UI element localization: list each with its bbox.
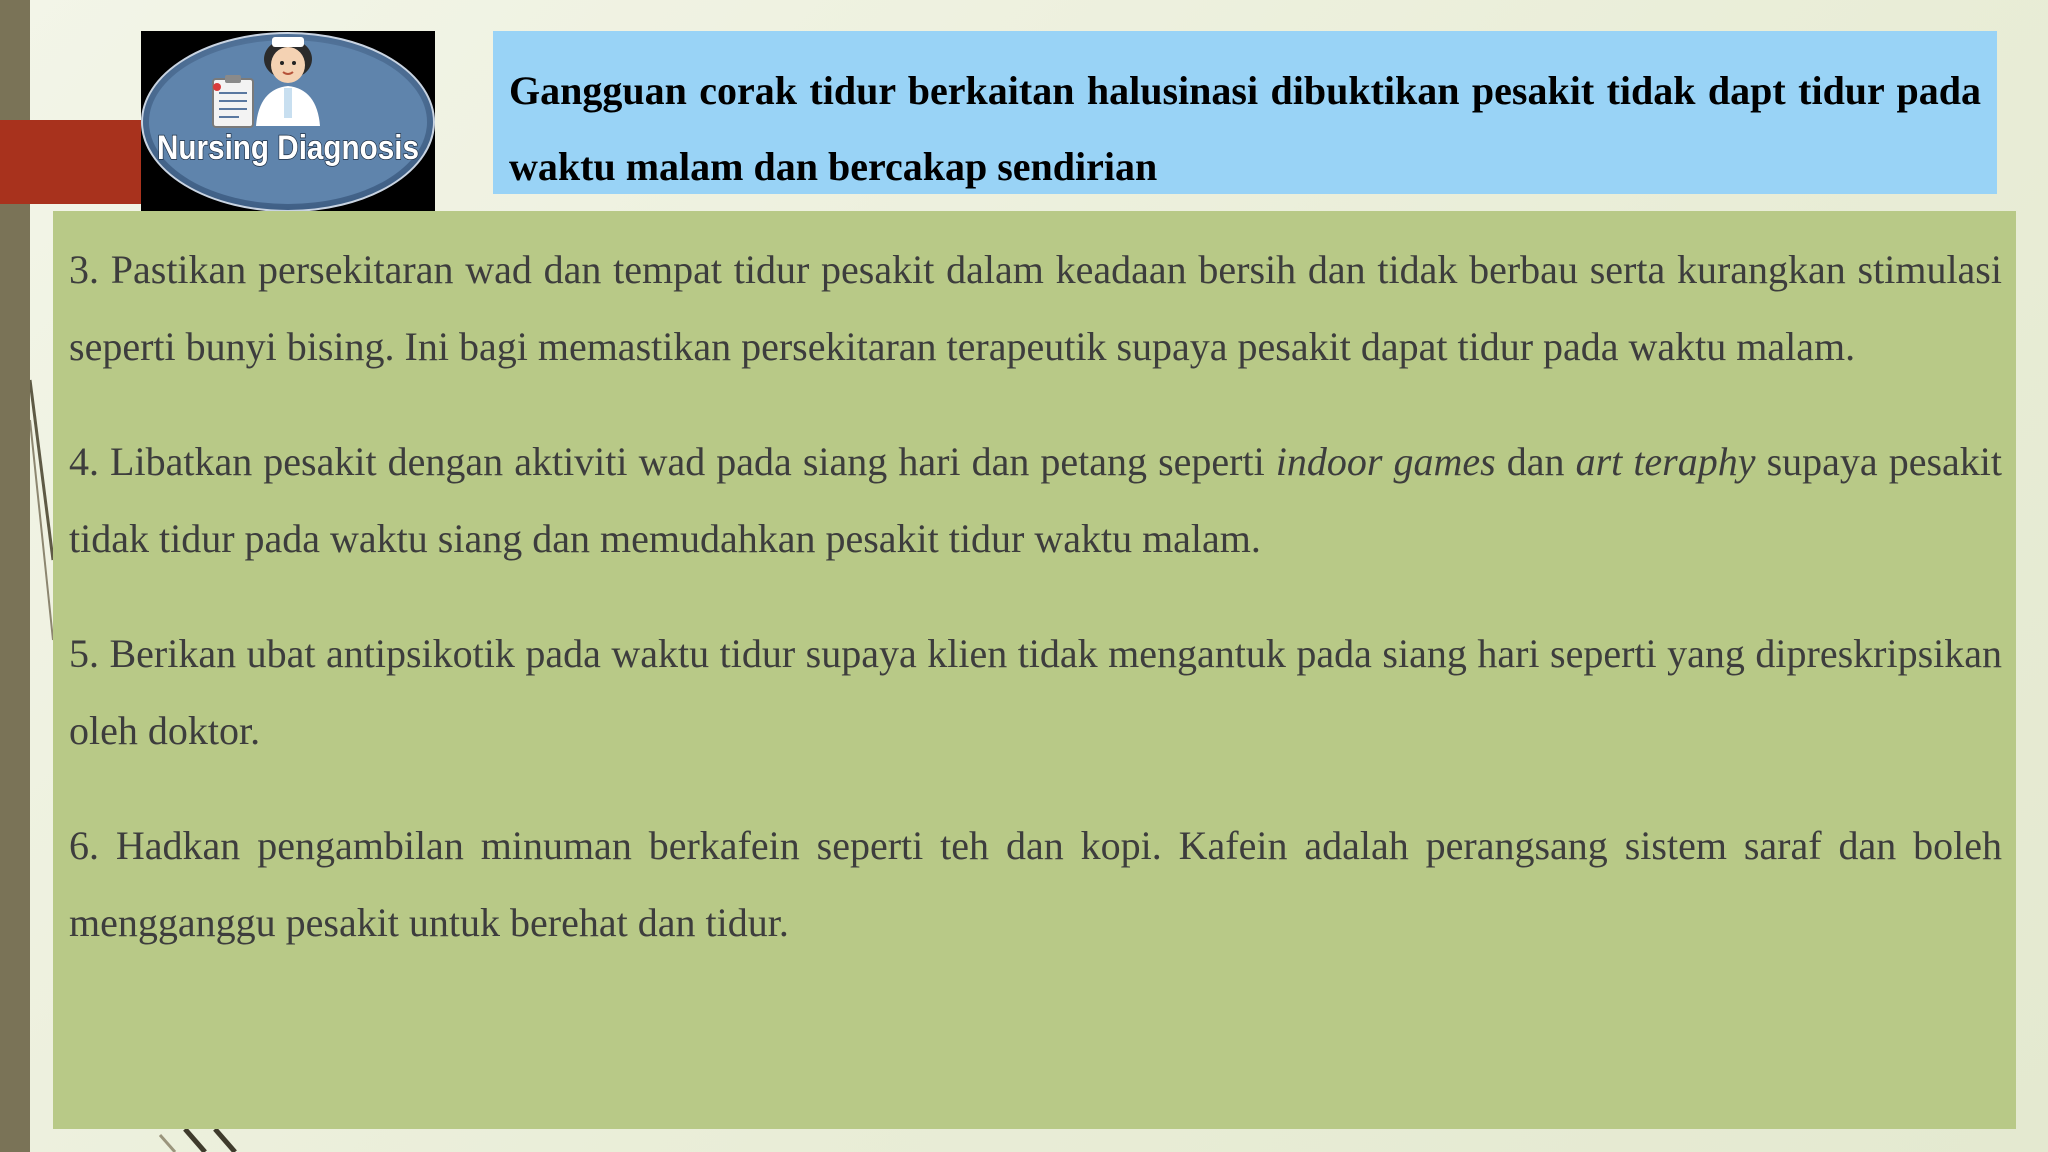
slide-title: Gangguan corak tidur berkaitan halusinasi dibuktikan pesakit tidak dapt tidur pada waktu malam dan bercakap sendirian xyxy=(509,68,1981,189)
point-4-italic-indoor-games: indoor games xyxy=(1275,439,1496,484)
point-5: 5. Berikan ubat antipsikotik pada waktu tidur supaya klien tidak mengantuk pada siang hari seperti yang dipreskripsikan oleh doktor. xyxy=(69,631,2002,753)
logo-text: Nursing Diagnosis xyxy=(157,129,419,167)
nursing-diagnosis-logo xyxy=(141,31,435,212)
point-4-text-middle: dan xyxy=(1495,439,1576,484)
title-box xyxy=(493,31,1997,194)
point-4-italic-art-teraphy: art teraphy xyxy=(1575,439,1756,484)
red-accent-block xyxy=(0,120,142,204)
point-6: 6. Hadkan pengambilan minuman berkafein seperti teh dan kopi. Kafein adalah perangsang sistem saraf dan boleh mengganggu pesakit untuk berehat dan tidur. xyxy=(69,823,2002,945)
point-4 xyxy=(69,423,2002,577)
content-box xyxy=(53,211,2016,1129)
point-4-text-start: 4. Libatkan pesakit dengan aktiviti wad pada siang hari dan petang seperti xyxy=(69,439,1276,484)
point-3: 3. Pastikan persekitaran wad dan tempat tidur pesakit dalam keadaan bersih dan tidak berbau serta kurangkan stimulasi seperti bunyi bising. Ini bagi memastikan persekitaran terapeutik supaya pesakit dapat tidur pada waktu malam. xyxy=(69,247,2002,369)
point-4-text-end: supaya pesakit tidak tidur pada waktu siang dan memudahkan pesakit tidur waktu malam. xyxy=(69,439,2003,561)
